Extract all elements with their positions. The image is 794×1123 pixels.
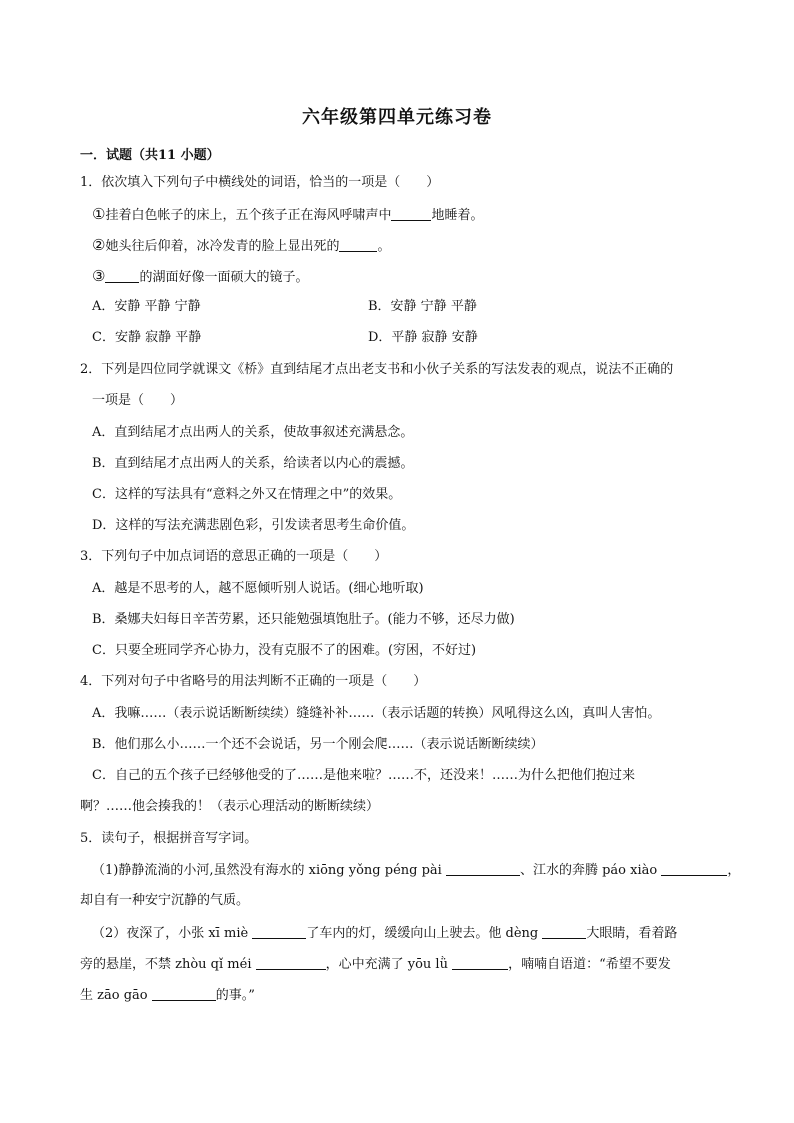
answer-blank[interactable] — [391, 206, 431, 221]
question-2-option-d[interactable]: D．这样的写法充满悲剧色彩，引发读者思考生命价值。 — [92, 518, 415, 533]
question-1-option-b[interactable]: B．安静 宁静 平静 — [368, 299, 477, 314]
answer-blank[interactable] — [105, 268, 139, 283]
question-1-sentence-1: ①挂着白色帐子的床上，五个孩子正在海风呼啸声中 地睡着。 — [92, 205, 484, 223]
circled-number-2: ② — [92, 236, 106, 254]
question-2-option-c[interactable]: C．这样的写法具有“意料之外又在情理之中”的效果。 — [92, 487, 402, 502]
question-2-stem-cont: 一项是（ ） — [92, 393, 184, 408]
answer-blank[interactable] — [339, 237, 377, 252]
question-1-option-d[interactable]: D．平静 寂静 安静 — [368, 330, 478, 345]
question-2-option-b[interactable]: B．直到结尾才点出两人的关系，给读者以内心的震撼。 — [92, 456, 414, 471]
question-4-stem: 4．下列对句子中省略号的用法判断不正确的一项是（ ） — [80, 674, 427, 689]
circled-number-1: ① — [92, 205, 106, 223]
question-4-option-a[interactable]: A．我嘛……（表示说话断断续续）缝缝补补……（表示话题的转换）风吼得这么凶，真叫人害怕。 — [92, 706, 661, 721]
answer-blank[interactable] — [661, 861, 727, 876]
question-1-stem: 1．依次填入下列句子中横线处的词语，恰当的一项是（ ） — [80, 175, 440, 190]
circled-number-3: ③ — [92, 267, 106, 285]
answer-blank[interactable] — [446, 861, 520, 876]
answer-blank[interactable] — [256, 955, 326, 970]
question-4-option-b[interactable]: B．他们那么小……一个还不会说话，另一个刚会爬……（表示说话断断续续） — [92, 737, 544, 752]
question-5-part-2-cont: 旁的悬崖，不禁 zhòu qǐ méi ，心中充满了 yōu lǜ ，喃喃自语道：“希望不要发 — [80, 957, 671, 972]
question-1-option-a[interactable]: A．安静 平静 宁静 — [92, 299, 201, 314]
question-5-part-2-end: 生 zāo gāo 的事。” — [80, 988, 255, 1003]
page-title: 六年级第四单元练习卷 — [302, 107, 492, 128]
answer-blank[interactable] — [542, 924, 586, 939]
answer-blank[interactable] — [452, 955, 508, 970]
question-4-option-c[interactable]: C．自己的五个孩子已经够他受的了……是他来啦？……不，还没来！……为什么把他们抱过来 — [92, 768, 635, 783]
question-3-option-a[interactable]: A．越是不思考的人，越不愿倾听别人说话。(细心地听取) — [92, 581, 424, 596]
question-1-option-c[interactable]: C．安静 寂静 平静 — [92, 330, 202, 345]
answer-blank[interactable] — [152, 986, 216, 1001]
question-3-stem: 3．下列句子中加点词语的意思正确的一项是（ ） — [80, 549, 388, 564]
question-3-option-c[interactable]: C．只要全班同学齐心协力，没有克服不了的困难。(穷困，不好过) — [92, 643, 477, 658]
question-5-stem: 5．读句子，根据拼音写字词。 — [80, 831, 258, 846]
section-heading: 一．试题（共11 小题） — [80, 148, 220, 163]
question-5-part-2: （2）夜深了，小张 xī miè 了车内的灯，缓缓向山上驶去。他 dèng 大眼睛，看着路 — [92, 926, 678, 941]
question-1-sentence-3: ③ 的湖面好像一面硕大的镜子。 — [92, 267, 309, 285]
question-2-option-a[interactable]: A．直到结尾才点出两人的关系，使故事叙述充满悬念。 — [92, 425, 414, 440]
question-1-sentence-2: ②她头往后仰着，冰冷发青的脸上显出死的 。 — [92, 236, 391, 254]
question-4-option-c-cont: 啊？……他会揍我的！（表示心理活动的断断续续） — [80, 799, 380, 814]
question-2-stem: 2．下列是四位同学就课文《桥》直到结尾才点出老支书和小伙子关系的写法发表的观点，说法不正确的 — [80, 362, 674, 377]
question-3-option-b[interactable]: B．桑娜夫妇每日辛苦劳累，还只能勉强填饱肚子。(能力不够，还尽力做) — [92, 612, 515, 627]
question-5-part-1: （1)静静流淌的小河,虽然没有海水的 xiōng yǒng péng pài 、江水的奔腾 páo xiào ， — [92, 863, 741, 878]
answer-blank[interactable] — [252, 924, 306, 939]
question-5-part-1-cont: 却自有一种安宁沉静的气质。 — [80, 893, 250, 908]
